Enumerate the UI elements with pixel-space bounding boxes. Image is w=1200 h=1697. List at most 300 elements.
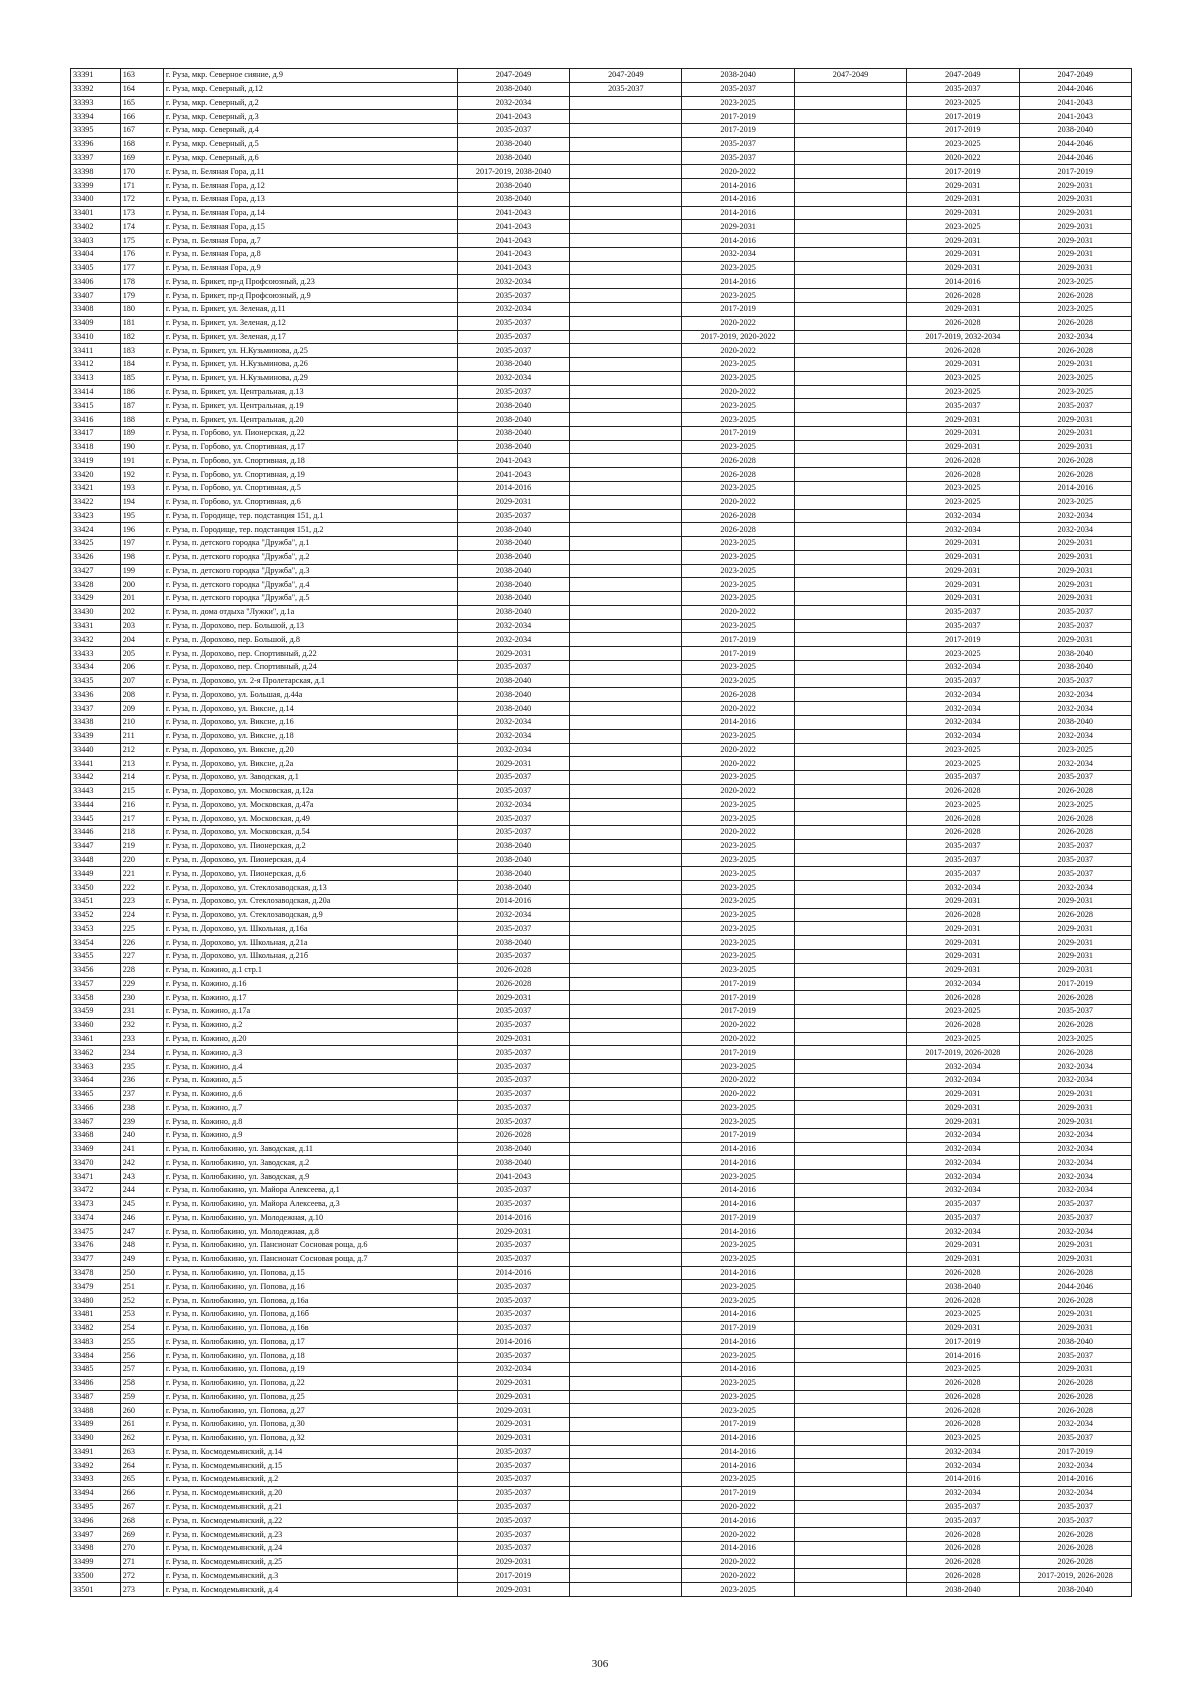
cell-id: 33459 xyxy=(71,1005,121,1019)
cell-period-5: 2035-2037 xyxy=(907,853,1019,867)
cell-period-2 xyxy=(570,936,682,950)
table-row xyxy=(71,991,1132,1005)
cell-period-2 xyxy=(570,908,682,922)
cell-address: г. Руза, мкр. Северный, д.2 xyxy=(163,96,457,110)
cell-period-1: 2026-2028 xyxy=(457,977,569,991)
cell-period-4 xyxy=(794,1390,906,1404)
table-row xyxy=(71,1500,1132,1514)
table-row xyxy=(71,1046,1132,1060)
cell-period-1: 2029-2031 xyxy=(457,1555,569,1569)
cell-period-3: 2023-2025 xyxy=(682,261,794,275)
cell-period-5: 2047-2049 xyxy=(907,69,1019,83)
cell-period-5: 2029-2031 xyxy=(907,922,1019,936)
cell-number: 173 xyxy=(120,206,163,220)
cell-number: 212 xyxy=(120,743,163,757)
cell-address: г. Руза, п. Дорохово, ул. Стеклозаводская, д.9 xyxy=(163,908,457,922)
cell-number: 249 xyxy=(120,1252,163,1266)
cell-address: г. Руза, п. Космодемьянский, д.22 xyxy=(163,1514,457,1528)
cell-period-5: 2026-2028 xyxy=(907,1541,1019,1555)
cell-period-4 xyxy=(794,991,906,1005)
cell-id: 33404 xyxy=(71,247,121,261)
table-row xyxy=(71,1335,1132,1349)
cell-number: 257 xyxy=(120,1362,163,1376)
cell-period-3: 2023-2025 xyxy=(682,729,794,743)
cell-number: 189 xyxy=(120,426,163,440)
cell-address: г. Руза, п. Дорохово, ул. Виксне, д.18 xyxy=(163,729,457,743)
cell-period-4 xyxy=(794,1418,906,1432)
cell-period-5: 2029-2031 xyxy=(907,358,1019,372)
cell-period-6: 2029-2031 xyxy=(1019,261,1131,275)
cell-period-2 xyxy=(570,537,682,551)
cell-period-4 xyxy=(794,936,906,950)
cell-address: г. Руза, п. Брикет, пр-д Профсоюзный, д.23 xyxy=(163,275,457,289)
cell-number: 195 xyxy=(120,509,163,523)
cell-id: 33493 xyxy=(71,1473,121,1487)
table-row xyxy=(71,1032,1132,1046)
cell-period-2 xyxy=(570,1170,682,1184)
cell-period-5: 2023-2025 xyxy=(907,647,1019,661)
cell-number: 171 xyxy=(120,179,163,193)
cell-period-1: 2029-2031 xyxy=(457,757,569,771)
cell-period-4 xyxy=(794,1514,906,1528)
table-row xyxy=(71,660,1132,674)
cell-period-5: 2026-2028 xyxy=(907,784,1019,798)
cell-period-3: 2020-2022 xyxy=(682,1555,794,1569)
cell-id: 33473 xyxy=(71,1197,121,1211)
cell-period-1: 2014-2016 xyxy=(457,481,569,495)
cell-id: 33501 xyxy=(71,1583,121,1597)
cell-period-4 xyxy=(794,1528,906,1542)
cell-period-2 xyxy=(570,1115,682,1129)
cell-id: 33439 xyxy=(71,729,121,743)
table-row xyxy=(71,247,1132,261)
cell-period-3: 2023-2025 xyxy=(682,936,794,950)
cell-number: 202 xyxy=(120,605,163,619)
cell-id: 33392 xyxy=(71,82,121,96)
table-row xyxy=(71,206,1132,220)
table-row xyxy=(71,894,1132,908)
cell-id: 33440 xyxy=(71,743,121,757)
table-row xyxy=(71,96,1132,110)
cell-period-4 xyxy=(794,1115,906,1129)
cell-number: 178 xyxy=(120,275,163,289)
cell-id: 33454 xyxy=(71,936,121,950)
cell-period-2 xyxy=(570,963,682,977)
cell-id: 33466 xyxy=(71,1101,121,1115)
cell-period-6: 2032-2034 xyxy=(1019,1225,1131,1239)
cell-period-5: 2029-2031 xyxy=(907,950,1019,964)
cell-id: 33483 xyxy=(71,1335,121,1349)
cell-period-2 xyxy=(570,894,682,908)
cell-id: 33487 xyxy=(71,1390,121,1404)
cell-address: г. Руза, мкр. Северный, д.6 xyxy=(163,151,457,165)
cell-number: 197 xyxy=(120,537,163,551)
cell-period-2 xyxy=(570,1473,682,1487)
cell-period-6: 2023-2025 xyxy=(1019,495,1131,509)
cell-number: 262 xyxy=(120,1431,163,1445)
table-row xyxy=(71,275,1132,289)
cell-number: 215 xyxy=(120,784,163,798)
cell-period-5: 2038-2040 xyxy=(907,1280,1019,1294)
cell-period-4 xyxy=(794,1321,906,1335)
cell-period-5: 2035-2037 xyxy=(907,1514,1019,1528)
cell-address: г. Руза, п. Брикет, ул. Зеленая, д.11 xyxy=(163,303,457,317)
cell-address: г. Руза, п. Кожино, д.20 xyxy=(163,1032,457,1046)
cell-period-5: 2026-2028 xyxy=(907,1376,1019,1390)
cell-period-4 xyxy=(794,1032,906,1046)
cell-address: г. Руза, п. Колюбакино, ул. Заводская, д.9 xyxy=(163,1170,457,1184)
cell-address: г. Руза, п. детского городка "Дружба", д.5 xyxy=(163,592,457,606)
cell-number: 180 xyxy=(120,303,163,317)
table-row xyxy=(71,674,1132,688)
cell-period-3: 2026-2028 xyxy=(682,688,794,702)
cell-number: 272 xyxy=(120,1569,163,1583)
cell-period-2 xyxy=(570,1404,682,1418)
cell-address: г. Руза, п. Брикет, пр-д Профсоюзный, д.9 xyxy=(163,289,457,303)
cell-id: 33495 xyxy=(71,1500,121,1514)
cell-id: 33479 xyxy=(71,1280,121,1294)
cell-period-3: 2020-2022 xyxy=(682,385,794,399)
cell-period-5: 2017-2019 xyxy=(907,110,1019,124)
cell-period-3: 2023-2025 xyxy=(682,660,794,674)
cell-number: 193 xyxy=(120,481,163,495)
cell-period-6: 2032-2034 xyxy=(1019,1486,1131,1500)
cell-period-1: 2035-2037 xyxy=(457,1541,569,1555)
cell-number: 200 xyxy=(120,578,163,592)
table-row xyxy=(71,963,1132,977)
cell-period-3: 2026-2028 xyxy=(682,523,794,537)
table-row xyxy=(71,1184,1132,1198)
cell-period-3: 2038-2040 xyxy=(682,69,794,83)
cell-period-5: 2017-2019 xyxy=(907,1335,1019,1349)
cell-period-6: 2038-2040 xyxy=(1019,1335,1131,1349)
cell-number: 170 xyxy=(120,165,163,179)
cell-id: 33397 xyxy=(71,151,121,165)
cell-period-2 xyxy=(570,440,682,454)
cell-address: г. Руза, п. Колюбакино, ул. Попова, д.32 xyxy=(163,1431,457,1445)
cell-period-4 xyxy=(794,619,906,633)
cell-id: 33450 xyxy=(71,881,121,895)
cell-period-4 xyxy=(794,660,906,674)
cell-id: 33463 xyxy=(71,1060,121,1074)
cell-period-4 xyxy=(794,1294,906,1308)
cell-period-2 xyxy=(570,1225,682,1239)
cell-id: 33489 xyxy=(71,1418,121,1432)
cell-period-6: 2026-2028 xyxy=(1019,1294,1131,1308)
cell-period-3: 2014-2016 xyxy=(682,206,794,220)
table-row xyxy=(71,881,1132,895)
cell-id: 33486 xyxy=(71,1376,121,1390)
table-row xyxy=(71,110,1132,124)
cell-number: 206 xyxy=(120,660,163,674)
cell-address: г. Руза, п. Колюбакино, ул. Попова, д.27 xyxy=(163,1404,457,1418)
cell-number: 234 xyxy=(120,1046,163,1060)
cell-id: 33436 xyxy=(71,688,121,702)
cell-address: г. Руза, мкр. Северное сияние, д.9 xyxy=(163,69,457,83)
cell-id: 33416 xyxy=(71,413,121,427)
cell-id: 33435 xyxy=(71,674,121,688)
cell-address: г. Руза, п. Беляная Гора, д.11 xyxy=(163,165,457,179)
cell-number: 231 xyxy=(120,1005,163,1019)
cell-address: г. Руза, п. Дорохово, ул. Пионерская, д.4 xyxy=(163,853,457,867)
cell-number: 184 xyxy=(120,358,163,372)
cell-period-1: 2035-2037 xyxy=(457,1486,569,1500)
cell-period-4 xyxy=(794,179,906,193)
cell-address: г. Руза, п. Дорохово, ул. Пионерская, д.6 xyxy=(163,867,457,881)
cell-period-5: 2029-2031 xyxy=(907,1239,1019,1253)
cell-period-3: 2020-2022 xyxy=(682,344,794,358)
cell-address: г. Руза, п. Кожино, д.7 xyxy=(163,1101,457,1115)
cell-period-6: 2023-2025 xyxy=(1019,1032,1131,1046)
cell-id: 33498 xyxy=(71,1541,121,1555)
cell-address: г. Руза, мкр. Северный, д.12 xyxy=(163,82,457,96)
table-row xyxy=(71,1018,1132,1032)
cell-address: г. Руза, п. Колюбакино, ул. Пансионат Сосновая роща, д.6 xyxy=(163,1239,457,1253)
cell-id: 33433 xyxy=(71,647,121,661)
table-row xyxy=(71,220,1132,234)
cell-period-3: 2020-2022 xyxy=(682,826,794,840)
cell-id: 33422 xyxy=(71,495,121,509)
cell-period-3: 2020-2022 xyxy=(682,1018,794,1032)
cell-period-2 xyxy=(570,165,682,179)
table-row xyxy=(71,826,1132,840)
cell-period-1: 2035-2037 xyxy=(457,1473,569,1487)
cell-period-1: 2035-2037 xyxy=(457,509,569,523)
cell-period-2 xyxy=(570,371,682,385)
cell-period-6: 2029-2031 xyxy=(1019,1321,1131,1335)
cell-period-6: 2017-2019, 2026-2028 xyxy=(1019,1569,1131,1583)
cell-period-3: 2023-2025 xyxy=(682,963,794,977)
cell-number: 237 xyxy=(120,1087,163,1101)
cell-period-5: 2032-2034 xyxy=(907,977,1019,991)
cell-id: 33437 xyxy=(71,702,121,716)
cell-period-6: 2035-2037 xyxy=(1019,1431,1131,1445)
cell-period-3: 2023-2025 xyxy=(682,592,794,606)
cell-address: г. Руза, п. Кожино, д.4 xyxy=(163,1060,457,1074)
cell-period-3: 2017-2019 xyxy=(682,1418,794,1432)
cell-address: г. Руза, п. Беляная Гора, д.9 xyxy=(163,261,457,275)
cell-address: г. Руза, п. Кожино, д.2 xyxy=(163,1018,457,1032)
cell-period-2 xyxy=(570,1184,682,1198)
cell-period-6: 2026-2028 xyxy=(1019,908,1131,922)
cell-period-5: 2032-2034 xyxy=(907,1170,1019,1184)
cell-id: 33391 xyxy=(71,69,121,83)
cell-period-6: 2029-2031 xyxy=(1019,179,1131,193)
cell-id: 33465 xyxy=(71,1087,121,1101)
cell-period-5: 2035-2037 xyxy=(907,771,1019,785)
cell-address: г. Руза, п. Колюбакино, ул. Попова, д.19 xyxy=(163,1362,457,1376)
cell-period-4 xyxy=(794,1128,906,1142)
cell-address: г. Руза, мкр. Северный, д.5 xyxy=(163,137,457,151)
cell-period-6: 2029-2031 xyxy=(1019,950,1131,964)
cell-period-2 xyxy=(570,798,682,812)
cell-period-1: 2038-2040 xyxy=(457,192,569,206)
cell-id: 33472 xyxy=(71,1184,121,1198)
cell-period-2 xyxy=(570,1294,682,1308)
cell-period-1: 2038-2040 xyxy=(457,592,569,606)
cell-period-6: 2026-2028 xyxy=(1019,454,1131,468)
table-row xyxy=(71,1541,1132,1555)
cell-period-1: 2029-2031 xyxy=(457,1583,569,1597)
cell-period-4 xyxy=(794,206,906,220)
cell-period-5: 2026-2028 xyxy=(907,1418,1019,1432)
cell-number: 201 xyxy=(120,592,163,606)
cell-period-2 xyxy=(570,468,682,482)
cell-period-3: 2023-2025 xyxy=(682,537,794,551)
cell-period-4 xyxy=(794,247,906,261)
cell-period-1: 2032-2034 xyxy=(457,908,569,922)
cell-number: 246 xyxy=(120,1211,163,1225)
cell-period-6: 2026-2028 xyxy=(1019,991,1131,1005)
cell-period-5: 2026-2028 xyxy=(907,1404,1019,1418)
cell-period-1: 2035-2037 xyxy=(457,1115,569,1129)
cell-period-1: 2029-2031 xyxy=(457,1390,569,1404)
cell-id: 33400 xyxy=(71,192,121,206)
cell-period-5: 2035-2037 xyxy=(907,399,1019,413)
cell-period-2 xyxy=(570,413,682,427)
cell-period-3: 2023-2025 xyxy=(682,1390,794,1404)
cell-period-1: 2038-2040 xyxy=(457,523,569,537)
cell-period-3: 2014-2016 xyxy=(682,1142,794,1156)
cell-period-3: 2023-2025 xyxy=(682,812,794,826)
cell-period-2 xyxy=(570,1197,682,1211)
cell-period-4 xyxy=(794,151,906,165)
cell-period-6: 2023-2025 xyxy=(1019,798,1131,812)
cell-period-4 xyxy=(794,1073,906,1087)
cell-address: г. Руза, п. Дорохово, ул. Виксне, д.16 xyxy=(163,715,457,729)
cell-address: г. Руза, п. Дорохово, ул. Большая, д.44а xyxy=(163,688,457,702)
cell-number: 198 xyxy=(120,550,163,564)
cell-id: 33438 xyxy=(71,715,121,729)
cell-period-5: 2038-2040 xyxy=(907,1583,1019,1597)
cell-address: г. Руза, п. Кожино, д.1 стр.1 xyxy=(163,963,457,977)
cell-period-5: 2026-2028 xyxy=(907,316,1019,330)
cell-period-6: 2035-2037 xyxy=(1019,1197,1131,1211)
cell-period-6: 2032-2034 xyxy=(1019,1060,1131,1074)
cell-number: 199 xyxy=(120,564,163,578)
cell-period-3: 2023-2025 xyxy=(682,853,794,867)
cell-period-2 xyxy=(570,1142,682,1156)
cell-id: 33481 xyxy=(71,1307,121,1321)
cell-period-5: 2032-2034 xyxy=(907,1060,1019,1074)
cell-period-2 xyxy=(570,247,682,261)
cell-period-5: 2029-2031 xyxy=(907,234,1019,248)
table-row xyxy=(71,977,1132,991)
cell-period-2 xyxy=(570,1541,682,1555)
cell-address: г. Руза, п. Колюбакино, ул. Майора Алексеева, д.3 xyxy=(163,1197,457,1211)
table-row xyxy=(71,426,1132,440)
cell-address: г. Руза, п. Дорохово, ул. Виксне, д.20 xyxy=(163,743,457,757)
cell-address: г. Руза, п. Колюбакино, ул. Попова, д.25 xyxy=(163,1390,457,1404)
cell-period-4 xyxy=(794,1170,906,1184)
cell-period-4 xyxy=(794,165,906,179)
cell-number: 241 xyxy=(120,1142,163,1156)
cell-address: г. Руза, п. Дорохово, ул. Виксне, д.14 xyxy=(163,702,457,716)
cell-number: 251 xyxy=(120,1280,163,1294)
cell-period-4 xyxy=(794,1486,906,1500)
cell-period-1: 2032-2034 xyxy=(457,1362,569,1376)
cell-period-6: 2032-2034 xyxy=(1019,1459,1131,1473)
cell-period-5: 2023-2025 xyxy=(907,371,1019,385)
cell-number: 269 xyxy=(120,1528,163,1542)
cell-period-1: 2035-2037 xyxy=(457,1445,569,1459)
cell-period-2 xyxy=(570,688,682,702)
cell-period-3: 2020-2022 xyxy=(682,605,794,619)
cell-period-5: 2032-2034 xyxy=(907,1142,1019,1156)
cell-address: г. Руза, п. детского городка "Дружба", д.3 xyxy=(163,564,457,578)
table-row xyxy=(71,1266,1132,1280)
cell-period-2 xyxy=(570,220,682,234)
cell-period-1: 2032-2034 xyxy=(457,715,569,729)
cell-period-3: 2023-2025 xyxy=(682,371,794,385)
cell-id: 33462 xyxy=(71,1046,121,1060)
cell-period-6: 2035-2037 xyxy=(1019,867,1131,881)
cell-period-4 xyxy=(794,702,906,716)
cell-period-4 xyxy=(794,1046,906,1060)
cell-period-5: 2029-2031 xyxy=(907,440,1019,454)
cell-period-5: 2026-2028 xyxy=(907,1266,1019,1280)
cell-period-5: 2032-2034 xyxy=(907,1225,1019,1239)
cell-period-6: 2026-2028 xyxy=(1019,1046,1131,1060)
cell-number: 265 xyxy=(120,1473,163,1487)
cell-period-6: 2044-2046 xyxy=(1019,137,1131,151)
cell-number: 271 xyxy=(120,1555,163,1569)
cell-period-5: 2029-2031 xyxy=(907,564,1019,578)
table-row xyxy=(71,1060,1132,1074)
table-row xyxy=(71,1583,1132,1597)
cell-address: г. Руза, п. Колюбакино, ул. Попова, д.16 xyxy=(163,1280,457,1294)
cell-period-1: 2047-2049 xyxy=(457,69,569,83)
cell-period-5: 2026-2028 xyxy=(907,1018,1019,1032)
cell-period-3: 2023-2025 xyxy=(682,1252,794,1266)
table-row xyxy=(71,729,1132,743)
cell-period-6: 2017-2019 xyxy=(1019,977,1131,991)
cell-id: 33468 xyxy=(71,1128,121,1142)
cell-number: 227 xyxy=(120,950,163,964)
table-row xyxy=(71,619,1132,633)
cell-id: 33408 xyxy=(71,303,121,317)
cell-period-2 xyxy=(570,1060,682,1074)
cell-address: г. Руза, п. Космодемьянский, д.23 xyxy=(163,1528,457,1542)
cell-period-3: 2017-2019 xyxy=(682,1486,794,1500)
cell-period-2 xyxy=(570,1032,682,1046)
cell-period-2: 2047-2049 xyxy=(570,69,682,83)
table-row xyxy=(71,399,1132,413)
cell-period-5: 2032-2034 xyxy=(907,702,1019,716)
cell-id: 33394 xyxy=(71,110,121,124)
cell-number: 174 xyxy=(120,220,163,234)
cell-period-2 xyxy=(570,743,682,757)
cell-period-5: 2032-2034 xyxy=(907,729,1019,743)
cell-period-5: 2023-2025 xyxy=(907,96,1019,110)
cell-id: 33500 xyxy=(71,1569,121,1583)
cell-period-6: 2023-2025 xyxy=(1019,743,1131,757)
cell-period-5: 2029-2031 xyxy=(907,247,1019,261)
cell-period-5: 2023-2025 xyxy=(907,1307,1019,1321)
table-row xyxy=(71,137,1132,151)
table-row xyxy=(71,1431,1132,1445)
cell-period-3: 2017-2019 xyxy=(682,1046,794,1060)
cell-id: 33499 xyxy=(71,1555,121,1569)
cell-period-3: 2020-2022 xyxy=(682,757,794,771)
cell-period-4 xyxy=(794,234,906,248)
table-row xyxy=(71,605,1132,619)
cell-number: 183 xyxy=(120,344,163,358)
cell-number: 222 xyxy=(120,881,163,895)
cell-period-5: 2029-2031 xyxy=(907,303,1019,317)
table-row xyxy=(71,234,1132,248)
cell-period-3: 2014-2016 xyxy=(682,1362,794,1376)
